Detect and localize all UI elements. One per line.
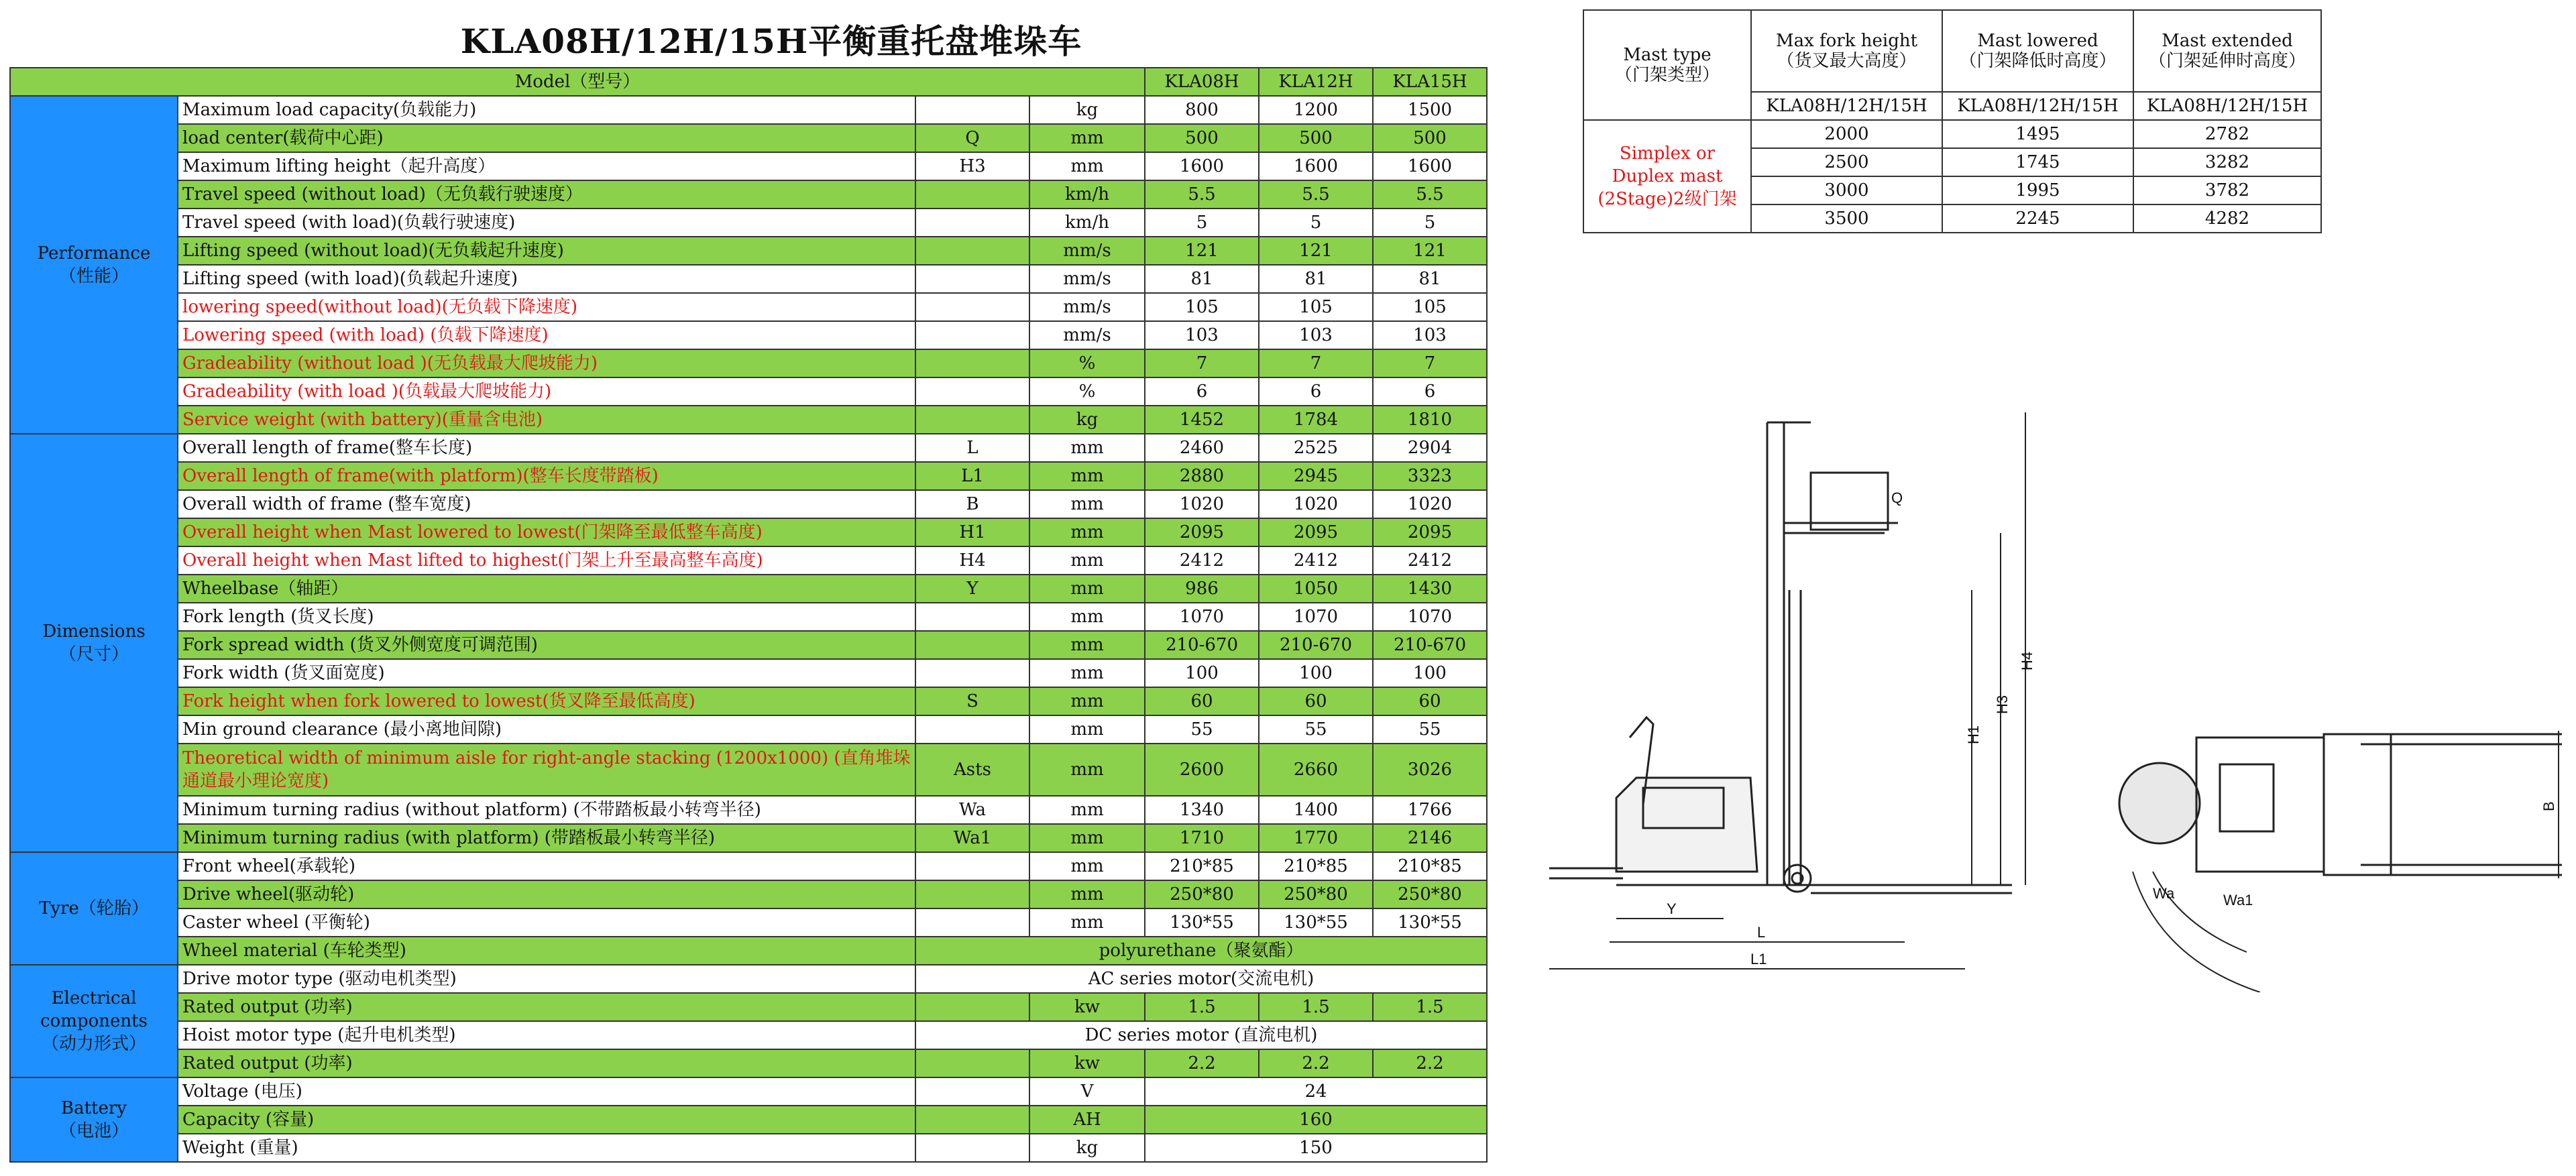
spec-symbol	[915, 293, 1029, 321]
spec-name: Minimum turning radius (with platform) (带踏板最小转弯半径)	[178, 824, 915, 852]
spec-symbol	[915, 715, 1029, 744]
spec-row	[10, 152, 1487, 180]
mast-value: 1745	[1942, 148, 2133, 176]
spec-row	[10, 687, 1487, 715]
spec-symbol	[915, 993, 1029, 1021]
spec-unit: mm	[1029, 603, 1145, 631]
spec-symbol: Q	[915, 124, 1029, 152]
spec-row	[10, 518, 1487, 546]
mast-model: KLA08H/12H/15H	[1942, 92, 2133, 120]
spec-value: 1.5	[1259, 993, 1373, 1021]
spec-unit: km/h	[1029, 209, 1145, 237]
spec-unit: mm	[1029, 518, 1145, 546]
spec-unit: AH	[1029, 1106, 1145, 1134]
spec-value: 1770	[1259, 824, 1373, 852]
spec-row	[10, 462, 1487, 490]
spec-value: 2412	[1259, 546, 1373, 575]
spec-row	[10, 546, 1487, 575]
spec-value: 2.2	[1259, 1049, 1373, 1077]
label-wa1: Wa1	[2223, 892, 2253, 908]
spec-value: 5.5	[1373, 180, 1487, 209]
spec-row	[10, 96, 1487, 124]
spec-value: 1.5	[1373, 993, 1487, 1021]
spec-name: Overall length of frame(with platform)(整车长度带踏板)	[178, 462, 915, 490]
spec-row	[10, 796, 1487, 824]
spec-row	[10, 490, 1487, 518]
spec-unit: V	[1029, 1077, 1145, 1106]
spec-name: Overall length of frame(整车长度)	[178, 434, 915, 462]
spec-unit: kg	[1029, 406, 1145, 434]
spec-unit: mm	[1029, 659, 1145, 687]
spec-value: 1400	[1259, 796, 1373, 824]
spec-header-row	[10, 68, 1487, 96]
spec-name: Minimum turning radius (without platform) (不带踏板最小转弯半径)	[178, 796, 915, 824]
spec-value: 6	[1145, 377, 1259, 406]
label-y: Y	[1667, 900, 1677, 917]
spec-symbol	[915, 321, 1029, 349]
spec-symbol	[915, 1106, 1029, 1134]
spec-unit: kw	[1029, 1049, 1145, 1077]
spec-name: Front wheel(承载轮)	[178, 852, 915, 880]
spec-row	[10, 937, 1487, 965]
page-title: KLA08H/12H/15H平衡重托盘堆垛车	[460, 21, 1082, 61]
mast-table	[1583, 9, 2322, 233]
spec-row	[10, 124, 1487, 152]
spec-value: 250*80	[1145, 880, 1259, 908]
spec-value: 1020	[1373, 490, 1487, 518]
spec-name: Hoist motor type (起升电机类型)	[178, 1021, 915, 1049]
spec-row	[10, 880, 1487, 908]
mast-model: KLA08H/12H/15H	[1751, 92, 1942, 120]
spec-unit: mm	[1029, 546, 1145, 575]
spec-value: 250*80	[1373, 880, 1487, 908]
spec-value: 130*55	[1259, 908, 1373, 937]
mast-value: 3000	[1751, 176, 1942, 204]
spec-value: 105	[1373, 293, 1487, 321]
spec-value: 7	[1259, 349, 1373, 377]
spec-value: 7	[1373, 349, 1487, 377]
spec-value: 800	[1145, 96, 1259, 124]
spec-name: Maximum load capacity(负载能力)	[178, 96, 915, 124]
spec-value: 1810	[1373, 406, 1487, 434]
label-h4: H4	[2019, 651, 2035, 670]
spec-unit: mm	[1029, 434, 1145, 462]
spec-unit: mm	[1029, 880, 1145, 908]
spec-symbol: L1	[915, 462, 1029, 490]
mast-value: 3282	[2133, 148, 2321, 176]
spec-value: 1500	[1373, 96, 1487, 124]
mast-row	[1583, 120, 2321, 148]
spec-merged-value: 24	[1145, 1077, 1487, 1106]
spec-value: 5	[1259, 209, 1373, 237]
spec-value: 3026	[1373, 744, 1487, 796]
spec-value: 60	[1373, 687, 1487, 715]
spec-merged-value: DC series motor (直流电机)	[915, 1021, 1487, 1049]
spec-symbol	[915, 265, 1029, 293]
mast-header-row	[1583, 10, 2321, 92]
spec-unit: kg	[1029, 96, 1145, 124]
spec-unit: mm	[1029, 152, 1145, 180]
spec-value: 1070	[1259, 603, 1373, 631]
spec-name: load center(载荷中心距)	[178, 124, 915, 152]
spec-value: 1784	[1259, 406, 1373, 434]
mast-value: 2782	[2133, 120, 2321, 148]
spec-merged-value: AC series motor(交流电机)	[915, 965, 1487, 993]
spec-value: 210-670	[1373, 631, 1487, 659]
section-tyre: Tyre（轮胎）	[10, 852, 178, 965]
spec-symbol: Wa	[915, 796, 1029, 824]
spec-value: 1070	[1145, 603, 1259, 631]
spec-value: 81	[1373, 265, 1487, 293]
spec-value: 500	[1259, 124, 1373, 152]
spec-name: lowering speed(without load)(无负载下降速度)	[178, 293, 915, 321]
spec-value: 130*55	[1373, 908, 1487, 937]
spec-value: 1340	[1145, 796, 1259, 824]
spec-symbol	[915, 1077, 1029, 1106]
spec-value: 105	[1145, 293, 1259, 321]
spec-value: 2525	[1259, 434, 1373, 462]
spec-row	[10, 744, 1487, 796]
spec-value: 210*85	[1259, 852, 1373, 880]
spec-row	[10, 631, 1487, 659]
spec-value: 103	[1259, 321, 1373, 349]
spec-row	[10, 993, 1487, 1021]
spec-table	[9, 67, 1488, 1163]
spec-value: 2460	[1145, 434, 1259, 462]
spec-value: 210-670	[1259, 631, 1373, 659]
spec-symbol: H1	[915, 518, 1029, 546]
spec-name: Drive wheel(驱动轮)	[178, 880, 915, 908]
spec-value: 100	[1259, 659, 1373, 687]
label-l1: L1	[1750, 951, 1767, 967]
spec-value: 2095	[1259, 518, 1373, 546]
model-header-kla08h: KLA08H	[1145, 68, 1259, 96]
spec-unit: kg	[1029, 1134, 1145, 1162]
spec-symbol: L	[915, 434, 1029, 462]
spec-row	[10, 265, 1487, 293]
spec-name: Min ground clearance (最小离地间隙)	[178, 715, 915, 744]
mast-value: 2500	[1751, 148, 1942, 176]
section-dimensions: Dimensions （尺寸）	[10, 434, 178, 852]
spec-name: Fork height when fork lowered to lowest(货叉降至最低高度)	[178, 687, 915, 715]
spec-symbol	[915, 1049, 1029, 1077]
spec-row	[10, 180, 1487, 209]
spec-row	[10, 1134, 1487, 1162]
spec-name: Theoretical width of minimum aisle for right-angle stacking (1200x1000) (直角堆垛通道最小理论宽度)	[178, 744, 915, 796]
spec-value: 250*80	[1259, 880, 1373, 908]
spec-unit: kw	[1029, 993, 1145, 1021]
spec-row	[10, 659, 1487, 687]
spec-value: 2412	[1145, 546, 1259, 575]
spec-merged-value: 150	[1145, 1134, 1487, 1162]
spec-value: 2.2	[1373, 1049, 1487, 1077]
spec-name: Overall height when Mast lowered to lowest(门架降至最低整车高度)	[178, 518, 915, 546]
spec-value: 5.5	[1145, 180, 1259, 209]
mast-header: Mast extended （门架延伸时高度）	[2133, 10, 2321, 92]
spec-name: Fork spread width (货叉外侧宽度可调范围)	[178, 631, 915, 659]
spec-value: 1020	[1259, 490, 1373, 518]
spec-value: 121	[1145, 237, 1259, 265]
spec-symbol	[915, 377, 1029, 406]
mast-value: 2000	[1751, 120, 1942, 148]
spec-row	[10, 377, 1487, 406]
spec-value: 1600	[1259, 152, 1373, 180]
label-h1: H1	[1965, 725, 1982, 744]
spec-unit: mm	[1029, 744, 1145, 796]
spec-value: 6	[1373, 377, 1487, 406]
spec-value: 1710	[1145, 824, 1259, 852]
spec-symbol: H4	[915, 546, 1029, 575]
spec-name: Drive motor type (驱动电机类型)	[178, 965, 915, 993]
spec-name: Capacity (容量)	[178, 1106, 915, 1134]
spec-name: Rated output (功率)	[178, 993, 915, 1021]
spec-value: 2945	[1259, 462, 1373, 490]
spec-value: 1600	[1373, 152, 1487, 180]
spec-value: 1020	[1145, 490, 1259, 518]
spec-value: 1200	[1259, 96, 1373, 124]
spec-merged-value: 160	[1145, 1106, 1487, 1134]
spec-name: Travel speed (with load)(负载行驶速度)	[178, 209, 915, 237]
spec-unit: mm	[1029, 852, 1145, 880]
spec-symbol: Y	[915, 575, 1029, 603]
spec-row	[10, 1049, 1487, 1077]
spec-unit: mm	[1029, 824, 1145, 852]
mast-header: Mast type （门架类型）	[1583, 10, 1751, 120]
spec-value: 1766	[1373, 796, 1487, 824]
spec-symbol	[915, 908, 1029, 937]
spec-merged-value: polyurethane（聚氨酯）	[915, 937, 1487, 965]
spec-value: 60	[1145, 687, 1259, 715]
label-q: Q	[1891, 489, 1903, 506]
section-battery: Battery （电池）	[10, 1077, 178, 1162]
spec-row	[10, 715, 1487, 744]
spec-name: Lifting speed (with load)(负载起升速度)	[178, 265, 915, 293]
side-view	[1549, 422, 2012, 893]
spec-value: 2904	[1373, 434, 1487, 462]
spec-value: 1600	[1145, 152, 1259, 180]
spec-value: 130*55	[1145, 908, 1259, 937]
spec-name: Weight (重量)	[178, 1134, 915, 1162]
spec-name: Service weight (with battery)(重量含电池)	[178, 406, 915, 434]
spec-value: 60	[1259, 687, 1373, 715]
spec-row	[10, 1106, 1487, 1134]
spec-row	[10, 1021, 1487, 1049]
spec-name: Gradeability (without load )(无负载最大爬坡能力)	[178, 349, 915, 377]
spec-name: Wheel material (车轮类型)	[178, 937, 915, 965]
spec-row	[10, 293, 1487, 321]
spec-value: 500	[1373, 124, 1487, 152]
spec-row	[10, 852, 1487, 880]
spec-symbol	[915, 1134, 1029, 1162]
spec-value: 2146	[1373, 824, 1487, 852]
model-header-kla12h: KLA12H	[1259, 68, 1373, 96]
spec-unit: %	[1029, 377, 1145, 406]
spec-value: 3323	[1373, 462, 1487, 490]
spec-name: Overall width of frame (整车宽度)	[178, 490, 915, 518]
spec-unit: mm/s	[1029, 321, 1145, 349]
spec-symbol: H3	[915, 152, 1029, 180]
spec-value: 210*85	[1373, 852, 1487, 880]
spec-symbol	[915, 603, 1029, 631]
label-b: B	[2540, 801, 2557, 811]
spec-symbol	[915, 349, 1029, 377]
spec-value: 2095	[1145, 518, 1259, 546]
spec-value: 103	[1145, 321, 1259, 349]
spec-symbol: Asts	[915, 744, 1029, 796]
spec-name: Caster wheel (平衡轮)	[178, 908, 915, 937]
label-l: L	[1757, 924, 1766, 941]
spec-name: Fork width (货叉面宽度)	[178, 659, 915, 687]
spec-unit: mm	[1029, 631, 1145, 659]
spec-unit: mm	[1029, 908, 1145, 937]
spec-value: 121	[1373, 237, 1487, 265]
spec-symbol	[915, 631, 1029, 659]
spec-name: Maximum lifting height（起升高度）	[178, 152, 915, 180]
spec-value: 100	[1373, 659, 1487, 687]
spec-symbol	[915, 406, 1029, 434]
spec-unit: mm	[1029, 575, 1145, 603]
spec-unit: mm	[1029, 687, 1145, 715]
spec-value: 81	[1145, 265, 1259, 293]
spec-symbol	[915, 880, 1029, 908]
spec-name: Fork length (货叉长度)	[178, 603, 915, 631]
spec-value: 1452	[1145, 406, 1259, 434]
spec-symbol	[915, 659, 1029, 687]
spec-unit: mm/s	[1029, 237, 1145, 265]
spec-value: 7	[1145, 349, 1259, 377]
spec-name: Wheelbase（轴距）	[178, 575, 915, 603]
section-electrical: Electrical components （动力形式）	[10, 965, 178, 1077]
spec-symbol: S	[915, 687, 1029, 715]
spec-value: 5.5	[1259, 180, 1373, 209]
spec-value: 1.5	[1145, 993, 1259, 1021]
mast-type: Simplex or Duplex mast (2Stage)2级门架	[1583, 120, 1751, 233]
mast-value: 3500	[1751, 204, 1942, 233]
stacker-drawing	[1536, 402, 2569, 992]
mast-value: 3782	[2133, 176, 2321, 204]
mast-value: 2245	[1942, 204, 2133, 233]
spec-value: 55	[1259, 715, 1373, 744]
label-h3: H3	[1994, 695, 2011, 714]
spec-value: 2660	[1259, 744, 1373, 796]
spec-value: 55	[1373, 715, 1487, 744]
spec-row	[10, 209, 1487, 237]
spec-symbol	[915, 852, 1029, 880]
spec-value: 1430	[1373, 575, 1487, 603]
spec-symbol: Wa1	[915, 824, 1029, 852]
mast-value: 4282	[2133, 204, 2321, 233]
spec-value: 6	[1259, 377, 1373, 406]
spec-name: Rated output (功率)	[178, 1049, 915, 1077]
mast-value: 1495	[1942, 120, 2133, 148]
spec-unit: mm	[1029, 490, 1145, 518]
spec-value: 500	[1145, 124, 1259, 152]
spec-value: 2880	[1145, 462, 1259, 490]
spec-symbol	[915, 237, 1029, 265]
spec-value: 2.2	[1145, 1049, 1259, 1077]
spec-row	[10, 321, 1487, 349]
spec-value: 986	[1145, 575, 1259, 603]
model-header-kla15h: KLA15H	[1373, 68, 1487, 96]
spec-name: Travel speed (without load)（无负载行驶速度）	[178, 180, 915, 209]
spec-value: 121	[1259, 237, 1373, 265]
spec-symbol: B	[915, 490, 1029, 518]
spec-unit: %	[1029, 349, 1145, 377]
spec-unit: mm/s	[1029, 293, 1145, 321]
spec-value: 105	[1259, 293, 1373, 321]
spec-row	[10, 965, 1487, 993]
spec-value: 5	[1145, 209, 1259, 237]
spec-value: 2412	[1373, 546, 1487, 575]
model-header-label: Model（型号）	[10, 68, 1145, 96]
spec-name: Lowering speed (with load) (负载下降速度)	[178, 321, 915, 349]
spec-unit: mm	[1029, 796, 1145, 824]
spec-value: 1050	[1259, 575, 1373, 603]
spec-value: 103	[1373, 321, 1487, 349]
spec-row	[10, 1077, 1487, 1106]
spec-value: 81	[1259, 265, 1373, 293]
spec-name: Gradeability (with load )(负载最大爬坡能力)	[178, 377, 915, 406]
mast-header: Max fork height （货叉最大高度）	[1751, 10, 1942, 92]
spec-unit: mm	[1029, 462, 1145, 490]
label-wa: Wa	[2153, 885, 2175, 902]
spec-name: Voltage (电压)	[178, 1077, 915, 1106]
mast-header: Mast lowered （门架降低时高度）	[1942, 10, 2133, 92]
spec-value: 1070	[1373, 603, 1487, 631]
spec-row	[10, 406, 1487, 434]
spec-value: 210*85	[1145, 852, 1259, 880]
spec-symbol	[915, 209, 1029, 237]
spec-value: 2095	[1373, 518, 1487, 546]
mast-model: KLA08H/12H/15H	[2133, 92, 2321, 120]
spec-unit: mm	[1029, 124, 1145, 152]
spec-unit: mm	[1029, 715, 1145, 744]
spec-name: Lifting speed (without load)(无负载起升速度)	[178, 237, 915, 265]
spec-value: 100	[1145, 659, 1259, 687]
spec-symbol	[915, 180, 1029, 209]
spec-value: 210-670	[1145, 631, 1259, 659]
spec-unit: km/h	[1029, 180, 1145, 209]
spec-row	[10, 575, 1487, 603]
spec-row	[10, 603, 1487, 631]
spec-row	[10, 824, 1487, 852]
section-performance: Performance （性能）	[10, 96, 178, 434]
spec-value: 55	[1145, 715, 1259, 744]
spec-row	[10, 434, 1487, 462]
spec-row	[10, 908, 1487, 937]
spec-row	[10, 237, 1487, 265]
spec-name: Overall height when Mast lifted to highest(门架上升至最高整车高度)	[178, 546, 915, 575]
mast-value: 1995	[1942, 176, 2133, 204]
spec-row	[10, 349, 1487, 377]
spec-value: 2600	[1145, 744, 1259, 796]
spec-value: 5	[1373, 209, 1487, 237]
top-view	[2119, 731, 2562, 992]
spec-unit: mm/s	[1029, 265, 1145, 293]
spec-symbol	[915, 96, 1029, 124]
